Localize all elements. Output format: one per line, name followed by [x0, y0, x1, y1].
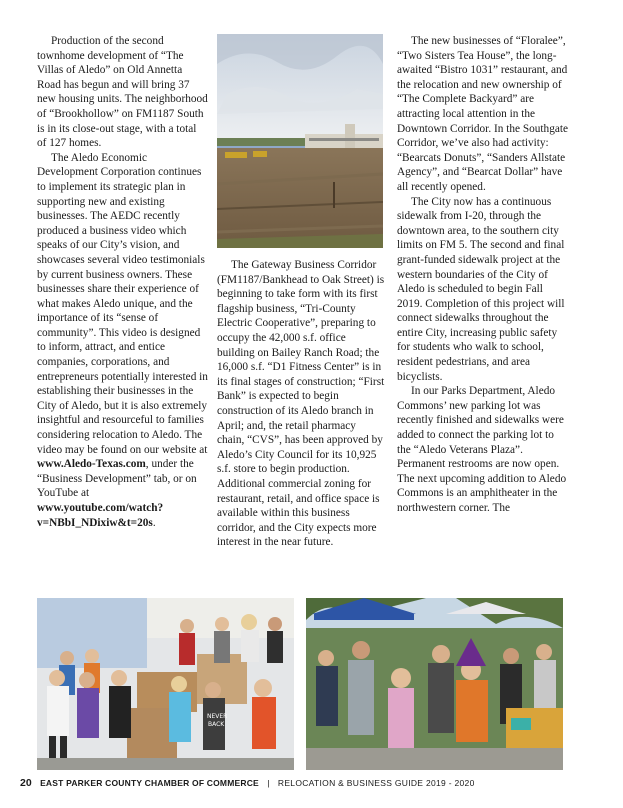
- paragraph-townhomes: Production of the second townhome development of “The Villas of Aledo” on Old Annetta Road has begun and will bring 37 new housing units. The neighborhood of “Brookhollow” on FM1187 South is in its close-out stage, with a total of 127 homes.: [37, 35, 208, 150]
- children-group-photo: [37, 598, 294, 770]
- footer-separator: |: [267, 778, 270, 788]
- paragraph-parks: In our Parks Department, Aledo Commons’ new parking lot was recently finished and sidewalks were added to connect the parking lot to the “Aledo Veterans Plaza”. Permanent restrooms are now open. The next upcoming addition to Aledo Commons is an amphitheater in the northwestern corner. The: [397, 385, 567, 514]
- outdoor-event-photo: [306, 598, 563, 770]
- paragraph-gateway-corridor: The Gateway Business Corridor (FM1187/Bankhead to Oak Street) is beginning to take form with its first flagship business, “Tri-County Electric Cooperative”, preparing to occupy the 42,000 s.f. office building on Bailey Ranch Road; the 16,000 s.f. “D1 Fitness Center” is in its final stages of construction; “First Bank” is expected to begin construction of its Aledo branch in April; and, the retail pharmacy chain, “CVS”, has been approved by Aledo’s City Council for its 10,925 s.f. store to begin production. Additional commercial zoning for restaurant, retail, and office space is available within this business corridor, and the City expects more interest in the near future.: [217, 259, 385, 549]
- youtube-link[interactable]: www.youtube.com/watch?v=NBbI_NDixiw&t=20s: [37, 502, 164, 529]
- footer-guide-title: RELOCATION & BUSINESS GUIDE 2019 - 2020: [277, 778, 475, 788]
- footer-organization: EAST PARKER COUNTY CHAMBER OF COMMERCE: [40, 778, 259, 788]
- column-2: [217, 258, 385, 550]
- shirt-text-back: BACK: [208, 721, 225, 728]
- paragraph-new-businesses: The new businesses of “Floralee”, “Two Sisters Tea House”, the long-awaited “Bistro 1031” restaurant, and the relocation and new ownership of “The Complete Backyard” are attracting local attention in the Downtown Corridor. In the Southgate Corridor, we’ve also had activity: “Bearcats Donuts”, “Sanders Allstate Agency”, and “Bearcat Dollar” have all recently opened.: [397, 35, 569, 193]
- aedc-text-end: .: [152, 516, 156, 529]
- paragraph-aedc: [37, 151, 208, 530]
- construction-site-photo: [217, 34, 383, 248]
- website-link[interactable]: www.Aledo-Texas.com: [37, 458, 146, 471]
- aedc-text: The Aledo Economic Development Corporation continues to implement its strategic plan in supporting new and existing businesses. The AEDC recently produced a business video which speaks of our City’s vision, and showcases several video testimonials by current business owners. These businesses share their experience of what makes Aledo unique, and the importance of its “sense of community”. This video is designed to inform, attract, and entice companies, corporations, and entrepreneurs potentially interested in establishing their businesses in the City of Aledo, but it is also extremely insightful and resourceful to families considering relocation to Aledo. The video may be found on our website at: [37, 151, 208, 456]
- column-1: [37, 34, 208, 530]
- aedc-text-mid: , under the “Business Development” tab, or on YouTube at: [37, 458, 197, 500]
- paragraph-sidewalks: The City now has a continuous sidewalk from I-20, through the downtown area, to the southern city limits on FM 5. The second and final grant-funded sidewalk project at the western boundaries of the City of Aledo is scheduled to begin Fall 2019. Completion of this project will connect sidewalks throughout the entire City, increasing public safety for students who walk to school, resident pedestrians, and area bicyclists.: [397, 195, 565, 383]
- page-number: 20: [20, 777, 32, 789]
- page-footer: [20, 775, 610, 791]
- column-3: [397, 34, 569, 516]
- shirt-text-never: NEVER: [207, 713, 228, 720]
